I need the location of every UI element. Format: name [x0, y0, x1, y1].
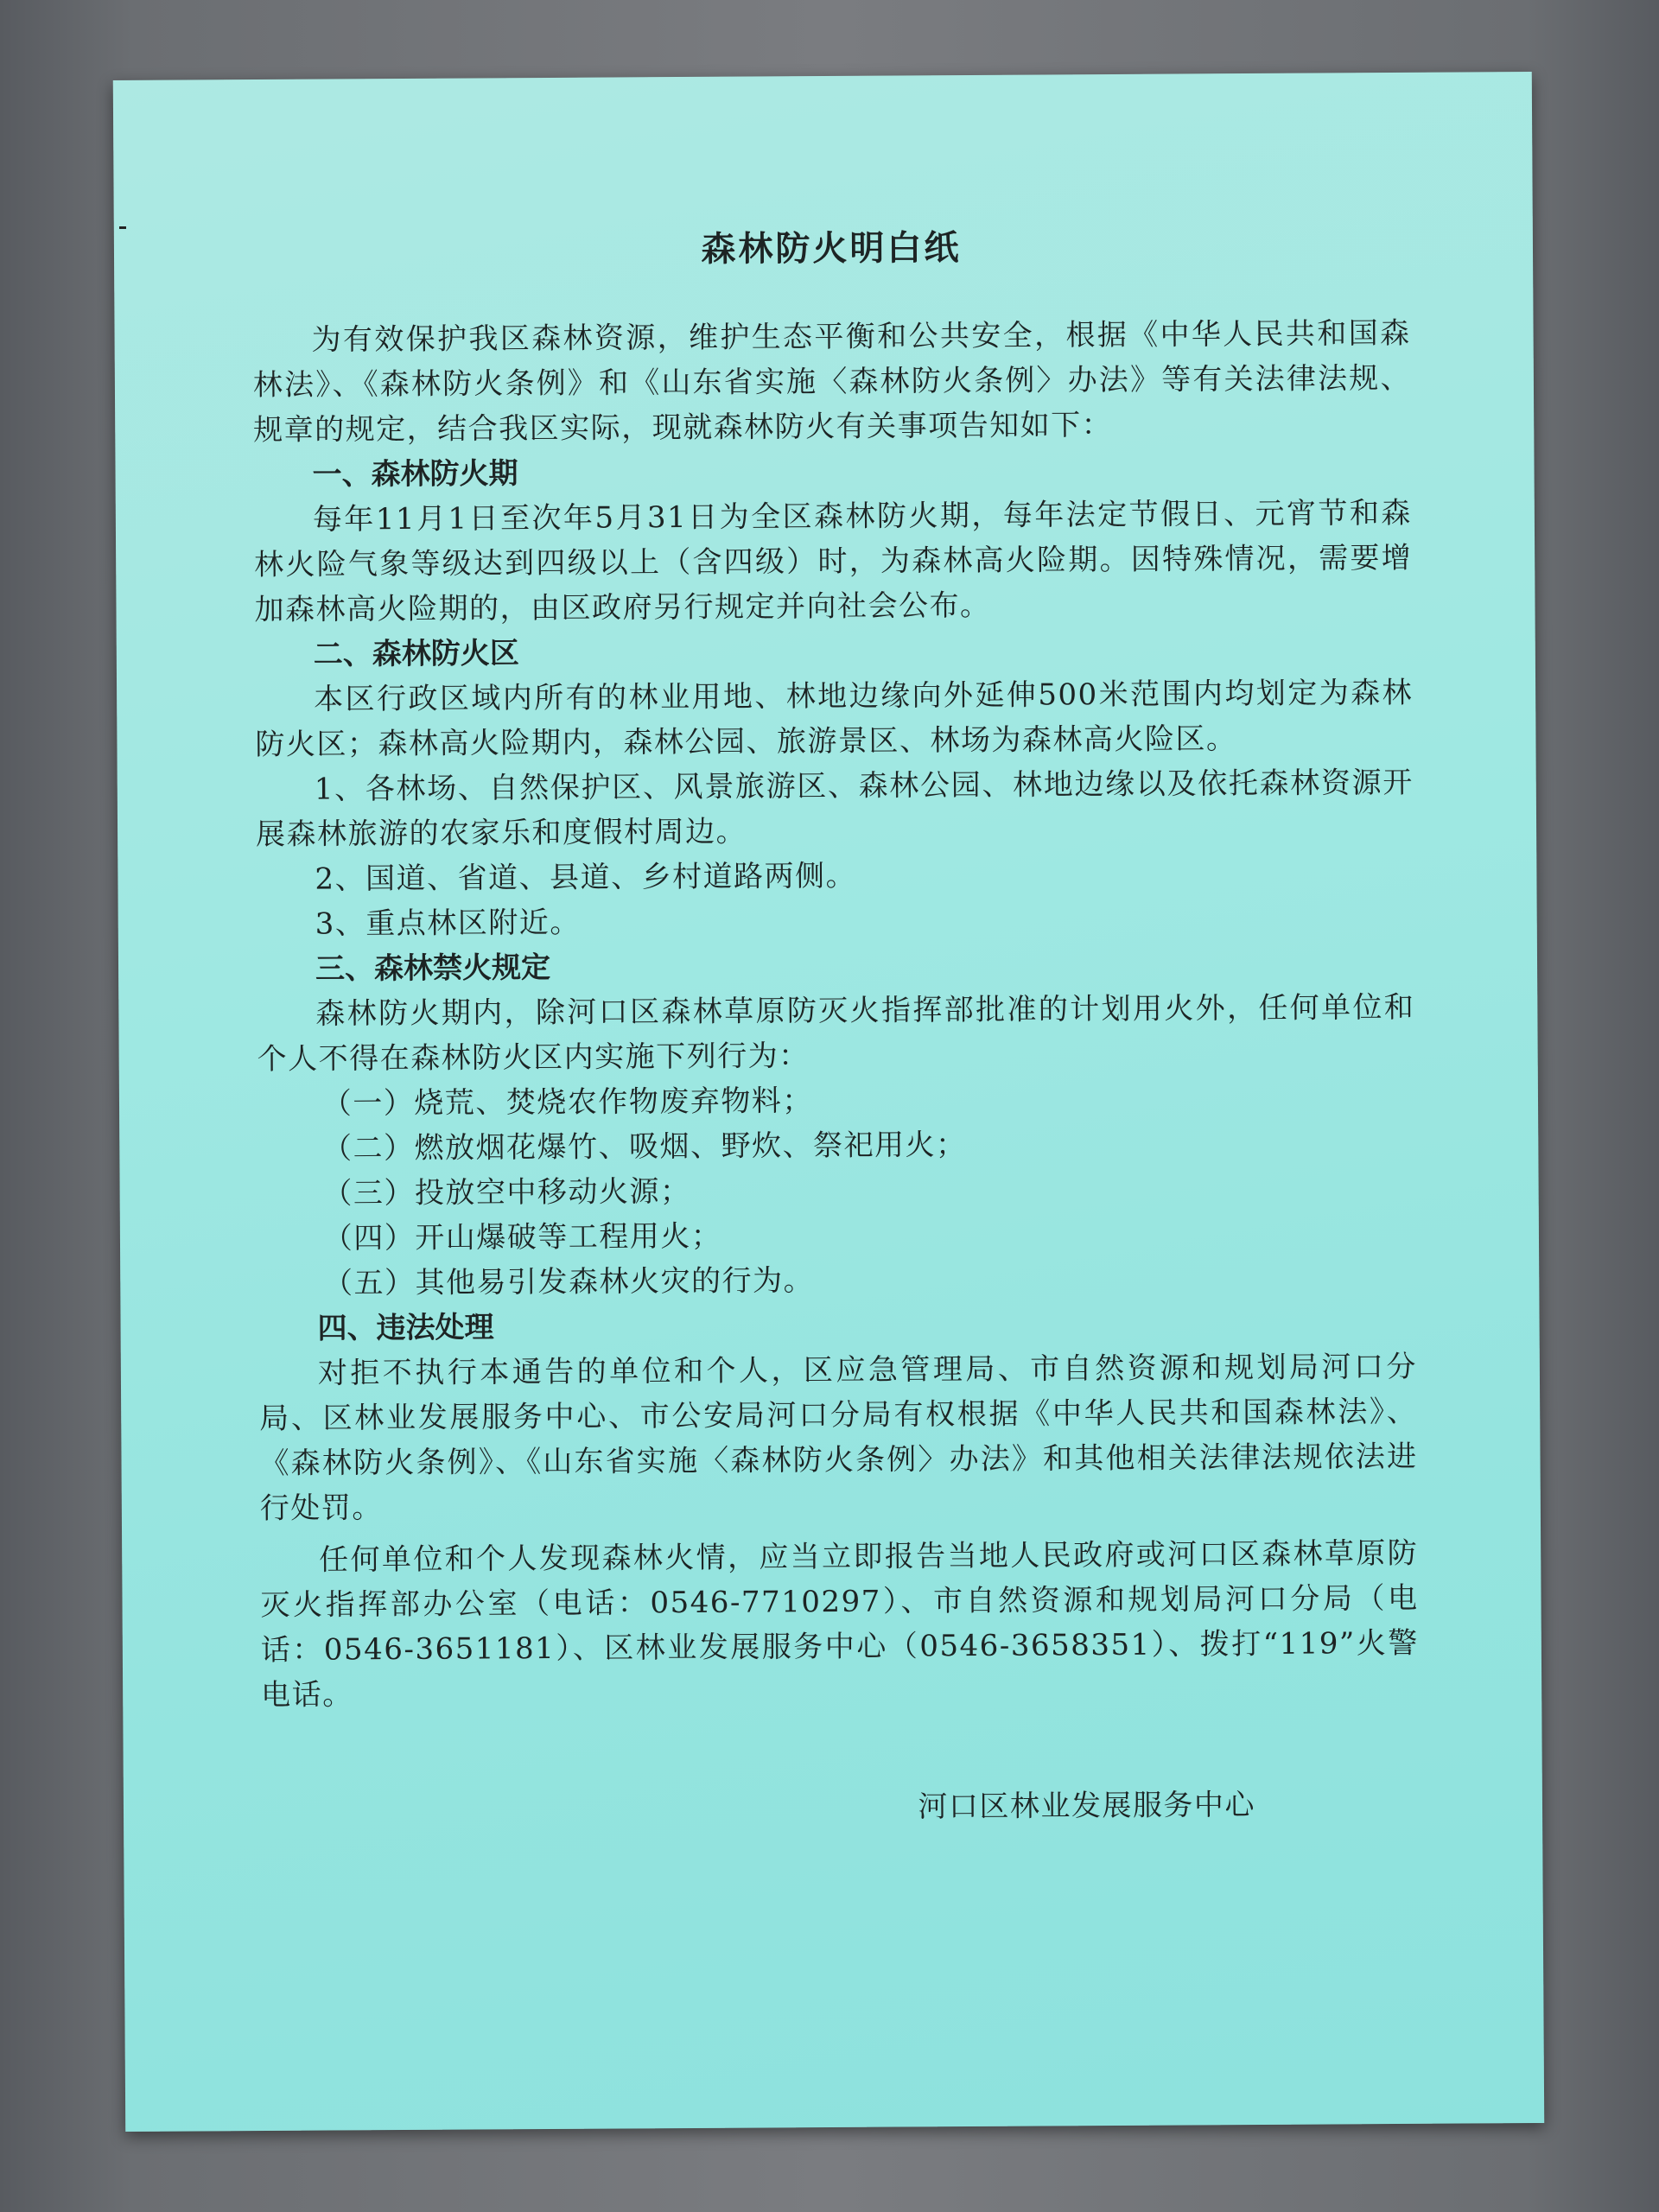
- section2-item-2: 2、国道、省道、县道、乡村道路两侧。: [315, 858, 857, 897]
- section3-item-1: （一）烧荒、焚烧农作物废弃物料；: [321, 1084, 813, 1122]
- section3-item-3: （三）投放空中移动火源；: [322, 1173, 691, 1211]
- section2-item-3: 3、重点林区附近。: [315, 905, 581, 942]
- section3-item-4: （四）开山爆破等工程用火；: [322, 1218, 722, 1256]
- section3-item-5: （五）其他易引发森林火灾的行为。: [322, 1263, 815, 1301]
- section1-body: 每年11月1日至次年5月31日为全区森林防火期，每年法定节假日、元宵节和森林火险气象等级达到四级以上（含四级）时，为森林高火险期。因特殊情况，需要增加森林高火险期的，由区政府另行规定并向社会公布。: [254, 495, 1413, 628]
- section1-heading: 一、森林防火期: [312, 456, 518, 493]
- signature: 河口区林业发展服务中心: [918, 1787, 1256, 1825]
- section4-body-2: 任何单位和个人发现森林火情，应当立即报告当地人民政府或河口区森林草原防灭火指挥部办公室（电话：0546-7710297）、市自然资源和规划局河口分局（电话：0546-3651181）、区林业发展服务中心（0546-3658351）、拨打“119”火警电话。: [260, 1535, 1419, 1713]
- section3-item-2: （二）燃放烟花爆竹、吸烟、野炊、祭祀用火；: [321, 1128, 967, 1166]
- section4-heading: 四、违法处理: [317, 1310, 494, 1346]
- section2-heading: 二、森林防火区: [313, 636, 519, 672]
- section3-heading: 三、森林禁火规定: [315, 950, 551, 987]
- section2-item-1: 1、各林场、自然保护区、风景旅游区、森林公园、林地边缘以及依托森林资源开展森林旅游的农家乐和度假村周边。: [255, 765, 1414, 853]
- paper-sheet: [113, 72, 1544, 2132]
- intro-paragraph: 为有效保护我区森林资源，维护生态平衡和公共安全，根据《中华人民共和国森林法》、《森林防火条例》和《山东省实施〈森林防火条例〉办法》等有关法律法规、规章的规定，结合我区实际，现就森林防火有关事项告知如下：: [252, 315, 1412, 448]
- section2-body: 本区行政区域内所有的林业用地、林地边缘向外延伸500米范围内均划定为森林防火区；森林高火险期内，森林公园、旅游景区、林场为森林高火险区。: [255, 675, 1414, 763]
- section3-body: 森林防火期内，除河口区森林草原防灭火指挥部批准的计划用火外，任何单位和个人不得在森林防火区内实施下列行为：: [257, 989, 1415, 1077]
- paper-edge-mark: [119, 226, 126, 229]
- document-body: [252, 219, 1420, 1829]
- document-title: 森林防火明白纸: [701, 228, 962, 270]
- section4-body-1: 对拒不执行本通告的单位和个人，区应急管理局、市自然资源和规划局河口分局、区林业发展服务中心、市公安局河口分局有权根据《中华人民共和国森林法》、《森林防火条例》、《山东省实施〈森林防火条例〉办法》和其他相关法律法规依法进行处罚。: [259, 1349, 1418, 1527]
